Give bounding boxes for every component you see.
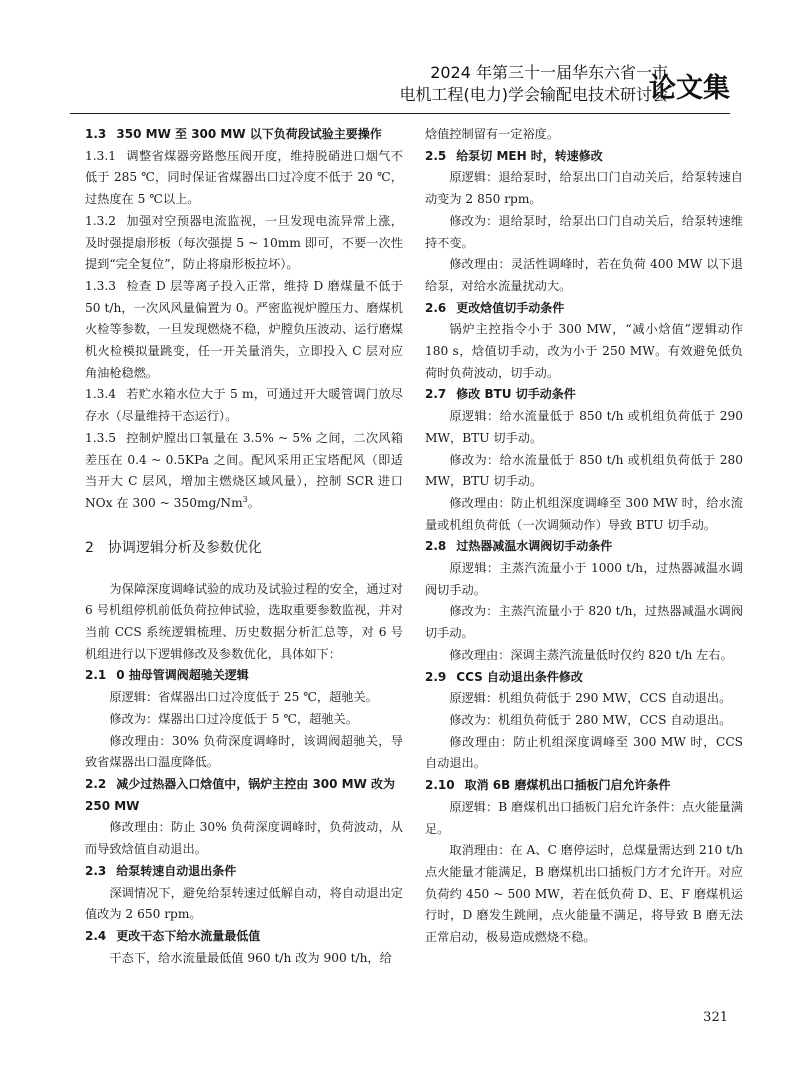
section-2-5-modified: 修改为：退给泵时，给泵出口门自动关后，给泵转速维持不变。 — [425, 213, 743, 250]
section-2-2-heading — [85, 774, 403, 817]
section-2-5-original: 原逻辑：退给泵时，给泵出口门自动关后，给泵转速自动变为 2 850 rpm。 — [425, 170, 743, 207]
section-2-8-reason: 修改理由：深调主蒸汽流量低时仅约 820 t/h 左右。 — [449, 647, 733, 662]
section-2-7-number: 2.7 — [425, 387, 447, 402]
section-2-10-title: 取消 6B 磨煤机出口插板门启允许条件 — [464, 778, 671, 793]
section-2-3-title: 给泵转速自动退出条件 — [116, 863, 237, 878]
section-2-8-original: 原逻辑：主蒸汽流量小于 1000 t/h，过热器减温水调阀切手动。 — [425, 561, 743, 597]
section-2-9-heading — [425, 667, 743, 689]
conference-title-line2: 电机工程(电力)学会输配电技术研讨会 — [399, 85, 668, 104]
section-2-4-continuation: 焓值控制留有一定裕度。 — [425, 127, 560, 141]
para-1-3-5-sup: 3 — [242, 494, 248, 504]
section-2-4-heading — [85, 926, 403, 948]
section-2-1-reason: 修改理由：30% 负荷深度调峰时，该调阀超驰关，导致省煤器出口温度降低。 — [85, 733, 403, 770]
section-2-5-reason: 修改理由：灵活性调峰时，若在负荷 400 MW 以下退给泵，对给水流量扰动大。 — [425, 257, 743, 293]
section-2-4-title: 更改干态下给水流量最低值 — [116, 928, 261, 943]
section-2-7-title: 修改 BTU 切手动条件 — [456, 387, 576, 402]
section-2-2-number: 2.2 — [85, 776, 107, 791]
section-2-3-text: 深调情况下，避免给泵转速过低解自动，将自动退出定值改为 2 650 rpm。 — [85, 885, 403, 922]
section-2-10-number: 2.10 — [425, 778, 455, 793]
section-2-7-heading — [425, 384, 743, 406]
section-2-7-modified: 修改为：给水流量低于 850 t/h 或机组负荷低于 280 MW，BTU 切手动。 — [425, 452, 743, 489]
page-header — [0, 58, 800, 116]
section-2-title: 协调逻辑分析及参数优化 — [107, 539, 262, 556]
section-2-5-title: 给泵切 MEH 时，转速修改 — [456, 148, 603, 163]
section-2-6-text: 锅炉主控指令小于 300 MW，“减小焓值”逻辑动作 180 s，焓值切手动，改为小于 250 MW。有效避免低负荷时负荷波动，切手动。 — [425, 322, 743, 380]
section-2-8-number: 2.8 — [425, 539, 447, 554]
section-2-1-number: 2.1 — [85, 668, 107, 683]
section-2-5-heading — [425, 146, 743, 168]
section-2-1-heading — [85, 665, 403, 687]
left-column — [85, 124, 403, 969]
section-2-5-number: 2.5 — [425, 148, 447, 163]
section-2-9-number: 2.9 — [425, 669, 447, 684]
para-1-3-4: 1.3.4 若贮水箱水位大于 5 m，可通过开大暖管调门放尽存水（尽量维持干态运行）。 — [85, 387, 403, 424]
section-2-3-number: 2.3 — [85, 863, 107, 878]
para-1-3-5-text: 1.3.5 控制炉膛出口氧量在 3.5% ~ 5% 之间，二次风箱差压在 0.4 ~ 0.5KPa 之间。配风采用正宝塔配风（即适当开大 C 层风，增加主燃烧区域风量），控制 SCR 进口 NOx 在 300 ~ 350mg/Nm — [85, 430, 403, 510]
section-2-1-original: 原逻辑：省煤器出口过冷度低于 25 ℃，超驰关。 — [109, 690, 378, 705]
conference-title — [400, 62, 669, 106]
section-2-8-modified: 修改为：主蒸汽流量小于 820 t/h，过热器减温水调阀切手动。 — [425, 604, 743, 641]
section-2-9-modified: 修改为：机组负荷低于 280 MW，CCS 自动退出。 — [449, 712, 732, 727]
header-rule — [70, 113, 730, 114]
section-2-9-title: CCS 自动退出条件修改 — [456, 669, 583, 684]
section-2-4-number: 2.4 — [85, 928, 107, 943]
para-1-3-2: 1.3.2 加强对空预器电流监视，一旦发现电流异常上涨，及时强提扇形板（每次强提 5 ~ 10mm 即可，不要一次性提到“完全复位”，防止将扇形板拉坏）。 — [85, 213, 403, 272]
section-2-8-heading — [425, 536, 743, 558]
section-2-intro: 为保障深度调峰试验的成功及试验过程的安全，通过对 6 号机组停机前低负荷拉伸试验，选取重要参数监视，并对当前 CCS 系统逻辑梳理、历史数据分析汇总等，对 6 号机组进行以下逻辑修改及参数优化，具体如下： — [85, 581, 403, 661]
page-number: 321 — [703, 1010, 728, 1025]
section-2-10-heading — [425, 775, 743, 797]
para-1-3-5-end: 。 — [247, 495, 260, 510]
section-2-3-heading — [85, 861, 403, 883]
para-1-3-5 — [85, 428, 403, 515]
proceedings-brand: 论文集 — [649, 73, 730, 104]
section-2-7-original: 原逻辑：给水流量低于 850 t/h 或机组负荷低于 290 MW，BTU 切手动。 — [425, 409, 743, 445]
para-1-3-1: 1.3.1 调整省煤器旁路憋压阀开度，维持脱硝进口烟气不低于 285 ℃，同时保证省煤器出口过冷度不低于 20 ℃，过热度在 5 ℃以上。 — [85, 148, 403, 207]
section-2-heading — [85, 537, 403, 559]
section-2-6-title: 更改焓值切手动条件 — [456, 300, 565, 315]
section-1-3-heading: 1.3 350 MW 至 300 MW 以下负荷段试验主要操作 — [85, 127, 382, 141]
section-2-8-title: 过热器减温水调阀切手动条件 — [456, 539, 613, 554]
para-1-3-3: 1.3.3 检查 D 层等离子投入正常，维持 D 磨煤量不低于 50 t/h，一次风风量偏置为 0。严密监视炉膛压力、磨煤机火检等参数，一旦发现燃烧不稳，炉膛负压波动、运行磨煤机火检模拟量跳变，任一开关量消失，立即投入 C 层对应角油枪稳燃。 — [85, 278, 403, 380]
section-2-6-number: 2.6 — [425, 300, 447, 315]
section-2-7-reason: 修改理由：防止机组深度调峰至 300 MW 时，给水流量或机组负荷低（一次调频动作）导致 BTU 切手动。 — [425, 495, 743, 532]
section-2-1-modified: 修改为：煤器出口过冷度低于 5 ℃，超驰关。 — [109, 711, 358, 726]
right-column — [425, 124, 743, 949]
section-2-9-original: 原逻辑：机组负荷低于 290 MW，CCS 自动退出。 — [449, 691, 732, 706]
section-2-number: 2 — [85, 539, 94, 556]
section-2-1-title: 0 抽母管调阀超驰关逻辑 — [116, 668, 249, 683]
section-2-2-reason: 修改理由：防止 30% 负荷深度调峰时，负荷波动，从而导致焓值自动退出。 — [85, 820, 403, 857]
section-2-10-reason: 取消理由：在 A、C 磨停运时，总煤量需达到 210 t/h 点火能量才能满足，B 磨煤机出口插板门方才允许开。对应负荷约 450 ~ 500 MW，若在低负荷 D、E、F 磨煤机运行时，D 磨发生跳闸，点火能量不满足，将导致 B 磨无法正常启动，极易造成燃烧不稳。 — [425, 843, 743, 945]
section-2-9-reason: 修改理由：防止机组深度调峰至 300 MW 时，CCS 自动退出。 — [425, 734, 743, 771]
conference-title-line1: 2024 年第三十一届华东六省一市 — [430, 63, 668, 82]
section-2-10-original: 原逻辑：B 磨煤机出口插板门启允许条件：点火能量满足。 — [425, 799, 743, 836]
section-2-6-heading — [425, 298, 743, 320]
section-2-4-text: 干态下，给水流量最低值 960 t/h 改为 900 t/h，给 — [109, 950, 392, 965]
section-2-2-title: 减少过热器入口焓值中，锅炉主控由 300 MW 改为 250 MW — [85, 776, 396, 813]
